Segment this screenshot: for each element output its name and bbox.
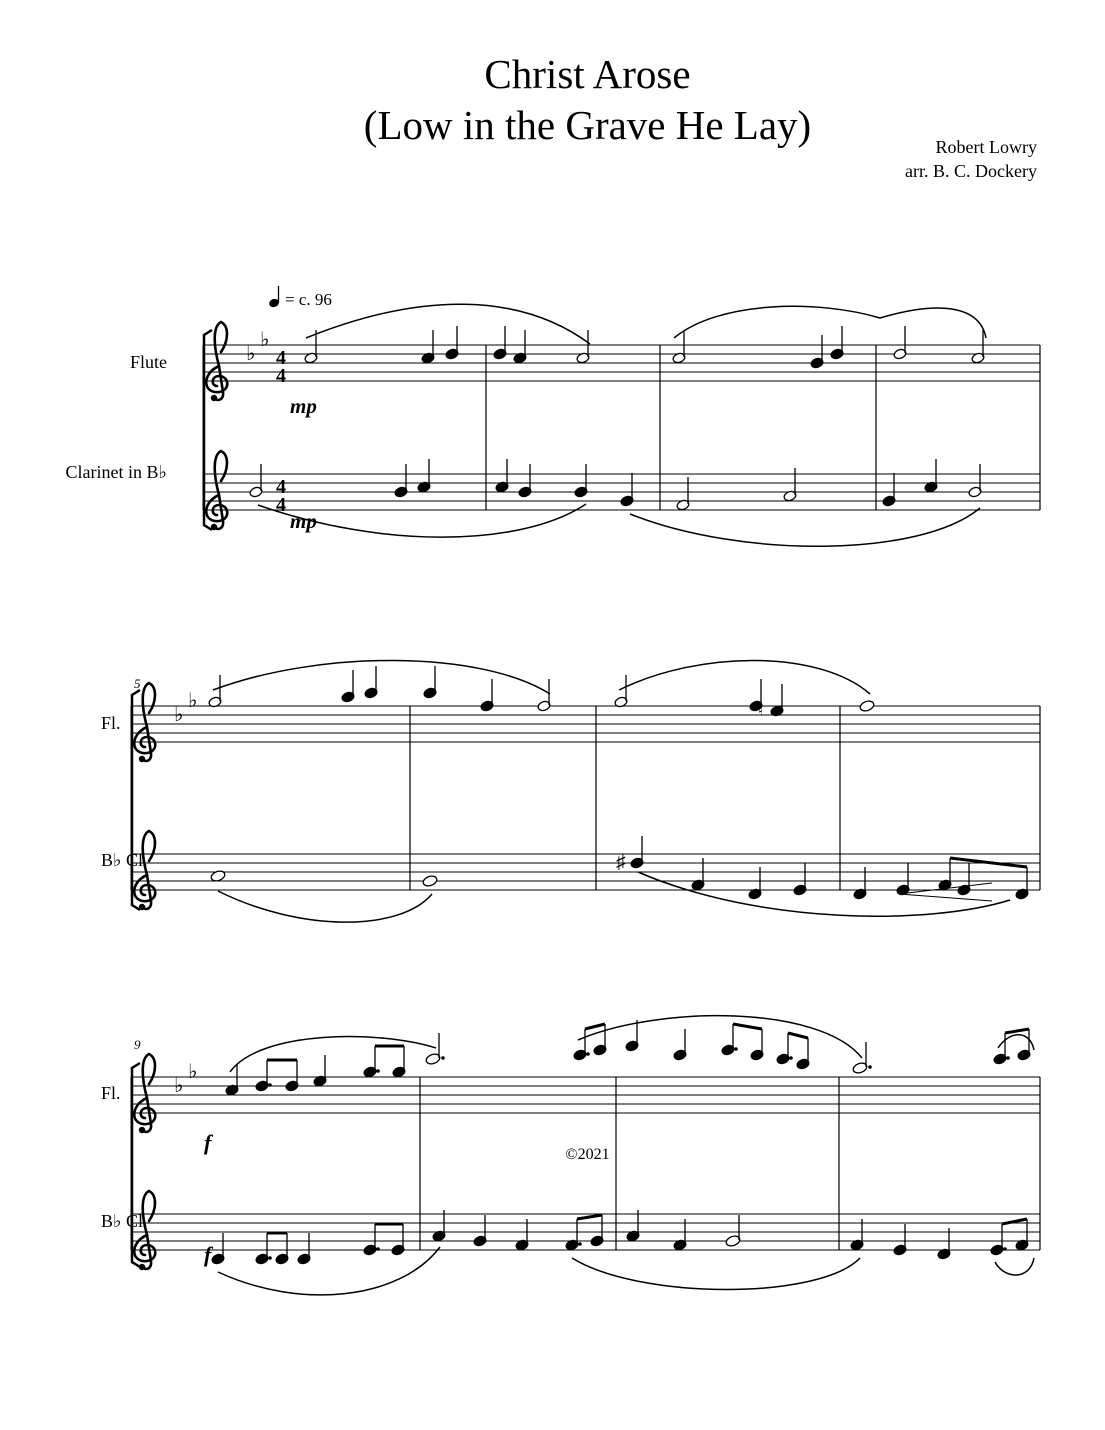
composer: Robert Lowry — [935, 137, 1037, 157]
slur — [230, 1037, 436, 1072]
barlines — [486, 345, 1040, 510]
dynamic-clarinet: f — [204, 1242, 212, 1267]
time-sig-top: 4 — [276, 347, 286, 369]
slur — [619, 660, 870, 694]
instrument-name-flute: Flute — [129, 352, 167, 372]
svg-text:4: 4 — [276, 494, 286, 516]
instrument-short-clarinet: B♭ Cl. — [101, 850, 148, 870]
hairpin — [899, 894, 992, 901]
slur — [578, 1016, 862, 1058]
slur — [572, 1258, 860, 1290]
dots — [268, 1047, 1010, 1087]
slur — [213, 660, 550, 694]
sharp-icon: ♯ — [616, 852, 626, 873]
flat-icon: ♭ — [246, 343, 256, 365]
slur — [630, 508, 980, 546]
tempo-marking — [268, 286, 332, 309]
flat-icon: ♭ — [174, 704, 184, 726]
flat-icon: ♭ — [174, 1075, 184, 1097]
measure-number: 5 — [134, 676, 141, 691]
treble-clef-icon — [206, 451, 227, 530]
clarinet-beams — [267, 1215, 1027, 1233]
treble-clef-icon — [134, 831, 155, 910]
instrument-short-clarinet: B♭ Cl. — [101, 1211, 148, 1231]
score-title: Christ Arose — [484, 51, 691, 97]
clarinet-notes — [211, 1210, 1029, 1265]
clarinet-staff — [203, 474, 1040, 510]
natural-icon: ♮ — [758, 703, 764, 719]
flat-icon: ♭ — [188, 1061, 198, 1083]
system-bracket — [132, 1063, 140, 1267]
measure-number: 9 — [134, 1037, 141, 1052]
dynamic-flute: f — [204, 1130, 212, 1155]
instrument-name-clarinet: Clarinet in B♭ — [65, 462, 167, 482]
flute-notes — [208, 666, 875, 717]
flute-notes — [225, 1020, 1031, 1096]
system-bracket — [132, 690, 140, 910]
system-1 — [66, 304, 1040, 546]
time-sig-bottom: 4 — [276, 365, 286, 387]
slur — [995, 1258, 1034, 1275]
copyright: ©2021 — [565, 1146, 610, 1163]
slur — [306, 304, 590, 344]
flat-icon: ♭ — [188, 690, 198, 712]
flat-icon: ♭ — [260, 329, 270, 351]
instrument-short-flute: Fl. — [101, 1083, 121, 1103]
slur — [674, 306, 986, 338]
instrument-short-flute: Fl. — [101, 713, 121, 733]
barlines — [410, 706, 1040, 890]
clarinet-staff — [131, 854, 1040, 890]
system-2 — [101, 660, 1040, 922]
treble-clef-icon — [206, 322, 227, 401]
slur — [218, 1247, 440, 1295]
slur — [218, 891, 432, 922]
tempo-text: = c. 96 — [285, 290, 332, 309]
flute-staff — [203, 345, 1040, 381]
clarinet-notes — [249, 459, 982, 511]
dynamic-flute: mp — [290, 394, 317, 418]
flute-staff — [131, 706, 1040, 742]
treble-clef-icon — [134, 683, 155, 762]
arranger: arr. B. C. Dockery — [905, 161, 1037, 181]
flute-beams — [267, 1024, 1029, 1060]
dynamic-clarinet: mp — [290, 509, 317, 533]
score-subtitle: (Low in the Grave He Lay) — [363, 102, 812, 148]
svg-text:4: 4 — [276, 476, 286, 498]
slur — [638, 872, 1010, 916]
